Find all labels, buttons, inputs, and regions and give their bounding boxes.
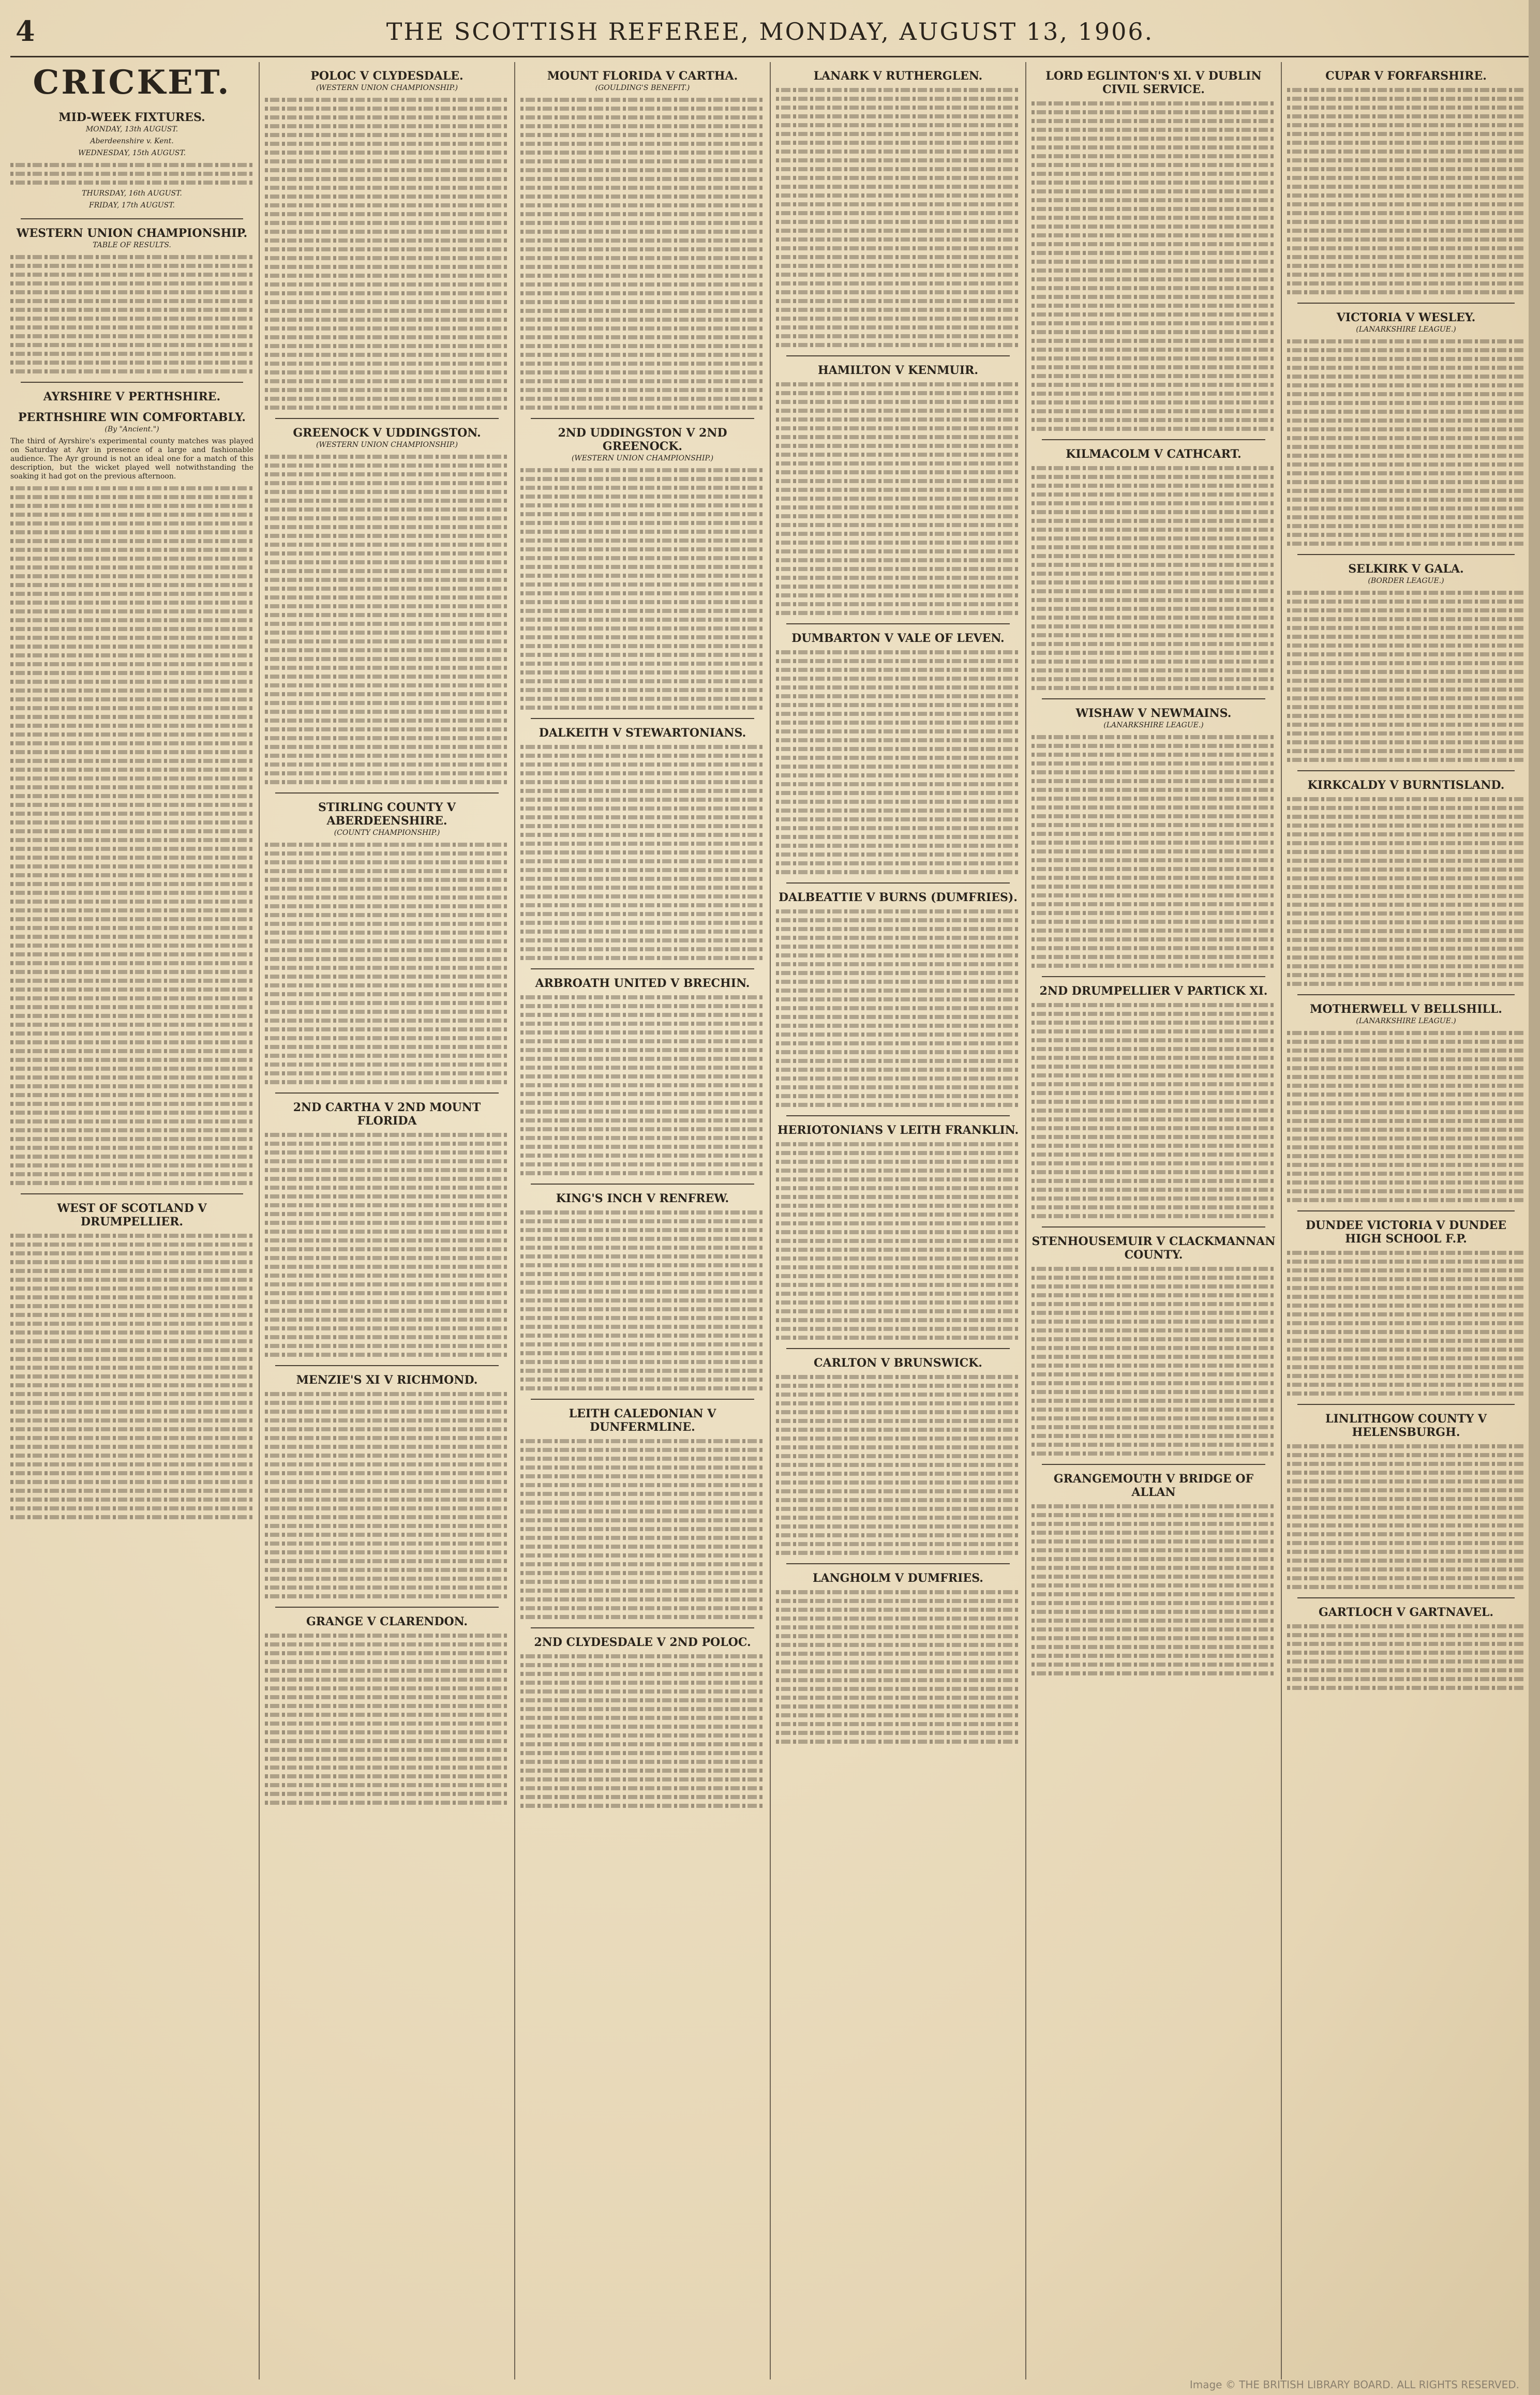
divider <box>1297 1597 1515 1598</box>
match-title: MOUNT FLORIDA V CARTHA. <box>547 69 738 83</box>
scorecard <box>265 843 509 1084</box>
scorecard <box>520 98 765 410</box>
match-title: KIRKCALDY V BURNTISLAND. <box>1307 779 1505 792</box>
divider <box>275 792 499 794</box>
divider <box>1297 994 1515 995</box>
divider <box>531 718 754 719</box>
match-subtitle: (COUNTY CHAMPIONSHIP.) <box>334 829 440 837</box>
match-subtitle: (LANARKSHIRE LEAGUE.) <box>1103 721 1204 729</box>
match-title: HERIOTONIANS V LEITH FRANKLIN. <box>777 1124 1019 1137</box>
divider <box>531 968 754 969</box>
match-title: 2ND DRUMPELLIER V PARTICK XI. <box>1039 984 1268 998</box>
scorecard <box>520 995 765 1175</box>
divider <box>1042 1226 1265 1228</box>
table-title: TABLE OF RESULTS. <box>93 241 171 249</box>
page-number: 4 <box>16 14 35 48</box>
newspaper-title: THE SCOTTISH REFEREE, MONDAY, AUGUST 13, 1906. <box>386 18 1154 46</box>
match-title: 2ND UDDINGSTON V 2ND GREENOCK. <box>558 426 727 453</box>
scorecard <box>520 1210 765 1390</box>
fixture-line: WEDNESDAY, 15th AUGUST. <box>78 149 186 157</box>
match-title: GREENOCK V UDDINGSTON. <box>293 426 481 440</box>
divider <box>786 882 1010 884</box>
scorecard <box>1287 797 1525 986</box>
match-title: WEST OF SCOTLAND V DRUMPELLIER. <box>57 1202 207 1229</box>
divider <box>1297 1210 1515 1211</box>
match-subtitle: (LANARKSHIRE LEAGUE.) <box>1356 325 1456 334</box>
scorecard <box>1031 1003 1276 1218</box>
match-title: CARLTON V BRUNSWICK. <box>814 1356 982 1370</box>
match-title: ARBROATH UNITED V BRECHIN. <box>535 977 750 990</box>
divider <box>1297 554 1515 555</box>
match-title: 2ND CARTHA V 2ND MOUNT FLORIDA <box>293 1101 481 1128</box>
divider <box>531 1627 754 1628</box>
column-rule <box>770 62 771 2379</box>
match-title: DUMBARTON V VALE OF LEVEN. <box>791 632 1005 645</box>
scorecard <box>520 1439 765 1619</box>
column-6 <box>1287 62 1525 2379</box>
match-title: WISHAW V NEWMAINS. <box>1075 707 1232 720</box>
fixture-line: MONDAY, 13th AUGUST. <box>85 125 178 133</box>
subheading: MID-WEEK FIXTURES. <box>58 111 205 124</box>
divider <box>275 1092 499 1094</box>
divider <box>531 418 754 419</box>
divider <box>1042 439 1265 440</box>
match-title: SELKIRK V GALA. <box>1348 562 1464 576</box>
match-title: LANGHOLM V DUMFRIES. <box>813 1571 983 1585</box>
column-1 <box>10 62 253 2379</box>
scorecard <box>776 650 1020 874</box>
divider <box>786 355 1010 356</box>
match-subtitle: (WESTERN UNION CHAMPIONSHIP.) <box>571 454 714 462</box>
match-subtitle: (GOULDING'S BENEFIT.) <box>595 84 690 92</box>
section-title: WESTERN UNION CHAMPIONSHIP. <box>16 227 248 240</box>
scorecard <box>1031 101 1276 431</box>
column-rule <box>1281 62 1282 2379</box>
match-title: DALBEATTIE V BURNS (DUMFRIES). <box>779 891 1018 904</box>
divider <box>275 418 499 419</box>
column-rule <box>259 62 260 2379</box>
scorecard <box>265 1392 509 1598</box>
scorecard <box>776 909 1020 1107</box>
byline: (By "Ancient.") <box>104 425 159 433</box>
divider <box>275 1607 499 1608</box>
scorecard <box>776 1142 1020 1340</box>
divider <box>531 1399 754 1400</box>
match-subtitle: (LANARKSHIRE LEAGUE.) <box>1356 1017 1456 1025</box>
divider <box>21 382 243 383</box>
divider <box>1297 1404 1515 1405</box>
column-rule <box>514 62 515 2379</box>
match-title: GARTLOCH V GARTNAVEL. <box>1318 1606 1494 1619</box>
column-2 <box>265 62 509 2379</box>
match-subtitle: PERTHSHIRE WIN COMFORTABLY. <box>18 411 246 424</box>
divider <box>275 1365 499 1366</box>
scorecard <box>1287 1031 1525 1202</box>
scorecard <box>776 88 1020 347</box>
match-title: GRANGE V CLARENDON. <box>306 1615 468 1628</box>
match-title: HAMILTON V KENMUIR. <box>818 364 978 377</box>
image-credit: Image © THE BRITISH LIBRARY BOARD. ALL RIGHTS RESERVED. <box>1189 2378 1519 2391</box>
match-title: STENHOUSEMUIR V CLACKMANNAN COUNTY. <box>1031 1235 1276 1262</box>
scorecard <box>1287 339 1525 546</box>
match-title: LORD EGLINTON'S XI. V DUBLIN CIVIL SERVICE. <box>1045 69 1262 96</box>
match-title: DALKEITH V STEWARTONIANS. <box>539 726 746 740</box>
column-3 <box>520 62 765 2379</box>
match-report: The third of Ayrshire's experimental county matches was played on Saturday at Ayr in presence of a large and fashionable audience. The Ayr ground is not an ideal one for a match of this description, but the wicket played well notwithstanding the soaking it had got on the previous afternoon. <box>10 437 253 481</box>
fixture-line: THURSDAY, 16th AUGUST. <box>82 189 182 198</box>
match-title: LANARK V RUTHERGLEN. <box>813 69 983 83</box>
scorecard <box>1287 1624 1525 1690</box>
scorecard <box>776 1375 1020 1555</box>
match-title: STIRLING COUNTY V ABERDEENSHIRE. <box>318 801 456 828</box>
scorecard <box>265 1133 509 1357</box>
match-title: LINLITHGOW COUNTY V HELENSBURGH. <box>1325 1412 1487 1439</box>
results-table <box>10 255 253 373</box>
match-subtitle: (BORDER LEAGUE.) <box>1368 577 1444 585</box>
scorecard <box>1031 466 1276 690</box>
divider <box>21 218 243 219</box>
match-title: KILMACOLM V CATHCART. <box>1066 447 1242 461</box>
match-title: MOTHERWELL V BELLSHILL. <box>1310 1002 1502 1016</box>
scorecard <box>265 98 509 410</box>
scorecard <box>520 1654 765 1808</box>
scorecard <box>1287 1444 1525 1589</box>
match-title: CUPAR V FORFARSHIRE. <box>1325 69 1487 83</box>
scorecard <box>776 382 1020 615</box>
masthead <box>10 9 1530 57</box>
scorecard <box>1031 1267 1276 1456</box>
divider <box>786 623 1010 624</box>
divider <box>1042 1464 1265 1465</box>
match-title: AYRSHIRE V PERTHSHIRE. <box>43 390 221 403</box>
match-subtitle: (WESTERN UNION CHAMPIONSHIP.) <box>316 441 458 449</box>
divider <box>531 1184 754 1185</box>
text-block <box>10 163 253 185</box>
fixture-line: FRIDAY, 17th AUGUST. <box>88 201 175 209</box>
fixture-line: Aberdeenshire v. Kent. <box>90 137 174 145</box>
column-4 <box>776 62 1020 2379</box>
match-subtitle: (WESTERN UNION CHAMPIONSHIP.) <box>316 84 458 92</box>
divider <box>1297 770 1515 771</box>
divider <box>1042 976 1265 977</box>
divider <box>1297 303 1515 304</box>
scorecard <box>520 745 765 960</box>
divider <box>786 1348 1010 1349</box>
match-title: DUNDEE VICTORIA V DUNDEE HIGH SCHOOL F.P. <box>1305 1219 1507 1246</box>
scorecard <box>776 1590 1020 1744</box>
match-title: POLOC V CLYDESDALE. <box>310 69 464 83</box>
scorecard <box>1031 1504 1276 1675</box>
match-title: LEITH CALEDONIAN V DUNFERMLINE. <box>569 1407 716 1434</box>
column-rule <box>1025 62 1026 2379</box>
divider <box>1042 698 1265 699</box>
section-heading: CRICKET. <box>33 63 231 102</box>
match-title: VICTORIA V WESLEY. <box>1336 311 1476 324</box>
match-title: GRANGEMOUTH V BRIDGE OF ALLAN <box>1053 1472 1254 1499</box>
divider <box>786 1115 1010 1116</box>
page-edge <box>1529 0 1540 2395</box>
divider <box>21 1193 243 1194</box>
column-5 <box>1031 62 1276 2379</box>
scorecard <box>1287 1251 1525 1396</box>
text-block <box>10 486 253 1185</box>
divider <box>786 1563 1010 1564</box>
scorecard <box>1031 735 1276 968</box>
scorecard <box>1287 591 1525 762</box>
match-title: MENZIE'S XI V RICHMOND. <box>296 1373 478 1387</box>
scorecard <box>265 1634 509 1805</box>
match-title: KING'S INCH V RENFREW. <box>556 1192 729 1205</box>
scorecard <box>520 468 765 710</box>
scorecard <box>1287 88 1525 294</box>
scorecard <box>10 1234 253 1519</box>
columns <box>10 62 1529 2379</box>
scorecard <box>265 455 509 784</box>
match-title: 2ND CLYDESDALE V 2ND POLOC. <box>534 1636 751 1649</box>
